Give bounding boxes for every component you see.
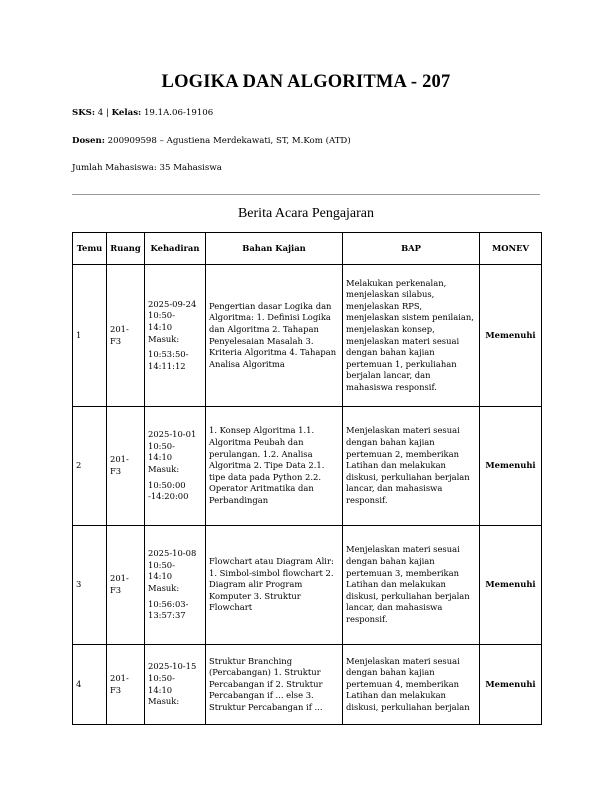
cell-bahan-kajian: Pengertian dasar Logika dan Algoritma: 1. Definisi Logika dan Algoritma 2. Tahapan Penyelesaian Masalah 3. Kriteria Algoritma 4. Tahapan Analisa Algoritma [206, 265, 343, 407]
sks-value: 4 [97, 108, 104, 118]
cell-kehadiran [145, 526, 206, 645]
cell-monev: Memenuhi [480, 645, 542, 725]
cell-bahan-kajian: 1. Konsep Algoritma 1.1. Algoritma Peubah dan perulangan. 1.2. Analisa Algoritma 2. Tipe Data 2.1. tipe data pada Python 2.2. Operator Aritmatika dan Perbandingan [206, 407, 343, 526]
dosen-value: 200909598 – Agustiena Merdekawati, ST, M.Kom (ATD) [107, 136, 351, 146]
table-row [73, 265, 542, 407]
table-row [73, 407, 542, 526]
kehadiran-masuk-time: 10:53:50- 14:11:12 [148, 349, 189, 371]
header-kehadiran: Kehadiran [145, 233, 206, 265]
cell-ruang: 201- F3 [107, 265, 145, 407]
cell-bahan-kajian: Flowchart atau Diagram Alir: 1. Simbol-simbol flowchart 2. Diagram alir Program Komputer 3. Struktur Flowchart [206, 526, 343, 645]
header-bap: BAP [343, 233, 480, 265]
cell-monev: Memenuhi [480, 526, 542, 645]
header-ruang: Ruang [107, 233, 145, 265]
cell-ruang: 201- F3 [107, 407, 145, 526]
cell-ruang: 201- F3 [107, 645, 145, 725]
kehadiran-masuk-time: 10:56:03- 13:57:37 [148, 598, 189, 621]
cell-ruang: 201- F3 [107, 526, 145, 645]
header-bahan-kajian: Bahan Kajian [206, 233, 343, 265]
cell-kehadiran [145, 265, 206, 407]
cell-monev: Memenuhi [480, 407, 542, 526]
table-row [73, 526, 542, 645]
cell-kehadiran [145, 645, 206, 725]
table-row [73, 645, 542, 725]
kehadiran-masuk-time: 10:50:00 -14:20:00 [148, 479, 189, 502]
sks-label: SKS: [72, 108, 96, 118]
course-title: LOGIKA DAN ALGORITMA - 207 [161, 72, 451, 92]
dosen-line [72, 136, 351, 146]
jumlah-mahasiswa: Jumlah Mahasiswa: 35 Mahasiswa [72, 163, 222, 173]
header-monev: MONEV [480, 233, 542, 265]
cell-temu: 4 [73, 645, 107, 725]
header-temu: Temu [73, 233, 107, 265]
dosen-label: Dosen: [72, 136, 105, 146]
divider [72, 194, 540, 195]
kehadiran-schedule: 2025-10-15 10:50- 14:10 Masuk: [148, 661, 197, 707]
cell-bap: Menjelaskan materi sesuai dengan bahan kajian pertemuan 3, memberikan Latihan dan melakukan diskusi, perkuliahan berjalan lancar, dan mahasiswa responsif. [343, 526, 480, 645]
table-header-row [73, 233, 542, 265]
kelas-label: Kelas: [111, 108, 142, 118]
kehadiran-schedule: 2025-10-08 10:50- 14:10 Masuk: [148, 548, 197, 593]
cell-bahan-kajian: Struktur Branching (Percabangan) 1. Struktur Percabangan if 2. Struktur Percabangan if ... else 3. Struktur Percabangan if ... [206, 645, 343, 725]
bap-table [72, 232, 542, 725]
cell-temu: 1 [73, 265, 107, 407]
kelas-value: 19.1A.06-19106 [143, 108, 214, 118]
cell-bap: Menjelaskan materi sesuai dengan bahan kajian pertemuan 4, memberikan Latihan dan melakukan diskusi, perkuliahan berjalan [343, 645, 480, 725]
kehadiran-schedule: 2025-10-01 10:50- 14:10 Masuk: [148, 429, 197, 474]
section-title: Berita Acara Pengajaran [237, 206, 375, 221]
kehadiran-schedule: 2025-09-24 10:50- 14:10 Masuk: [148, 298, 197, 344]
cell-kehadiran [145, 407, 206, 526]
cell-bap: Menjelaskan materi sesuai dengan bahan kajian pertemuan 2, memberikan Latihan dan melakukan diskusi, perkuliahan berjalan lancar, dan mahasiswa responsif. [343, 407, 480, 526]
cell-bap: Melakukan perkenalan, menjelaskan silabus, menjelaskan RPS, menjelaskan sistem penilaian, menjelaskan konsep, menjelaskan materi sesuai dengan bahan kajian pertemuan 1, perkuliahan berjalan lancar, dan mahasiswa responsif. [343, 265, 480, 407]
cell-monev: Memenuhi [480, 265, 542, 407]
cell-temu: 2 [73, 407, 107, 526]
cell-temu: 3 [73, 526, 107, 645]
sks-kelas-line: SKS: 4 | Kelas: 19.1A.06-19106 [72, 108, 214, 118]
